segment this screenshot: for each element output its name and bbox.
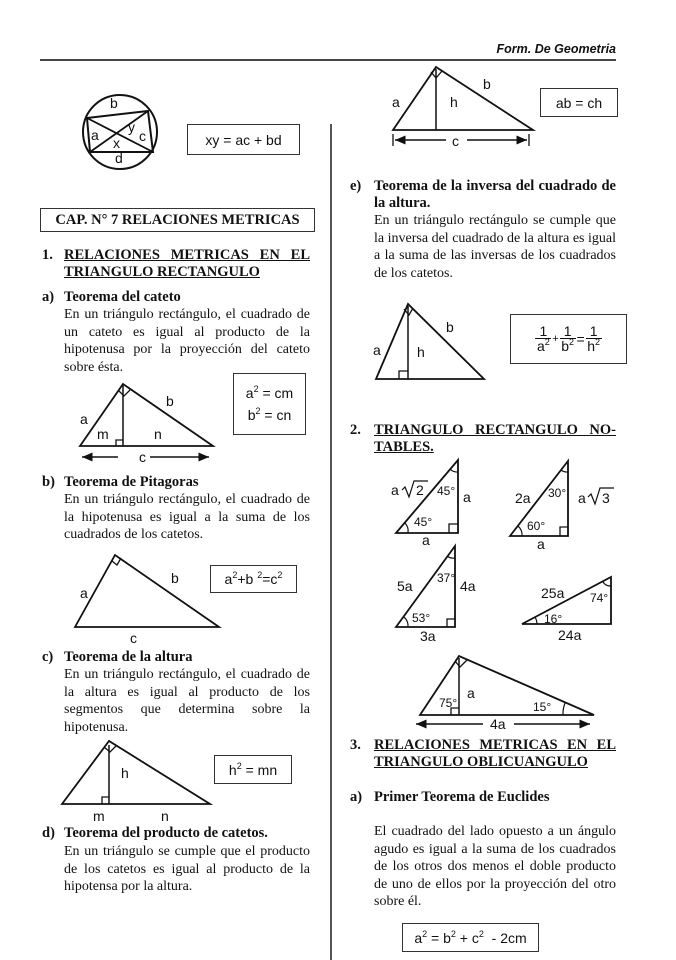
producto-label-h: h xyxy=(450,94,458,110)
section2-title-line1: TRIANGULO RECTANGULO NO- xyxy=(374,422,616,438)
altura-label-h: h xyxy=(121,765,129,781)
notable3-base: 3a xyxy=(420,628,436,644)
notable3-bottom-angle: 53° xyxy=(412,611,431,625)
theorem-b-letter: b) xyxy=(42,474,55,490)
euclides-formula-box xyxy=(402,923,539,952)
section3-theorem-a-title: Primer Teorema de Euclides xyxy=(374,789,550,805)
notable-triangle-16-74 xyxy=(522,577,611,643)
ptolemy-formula-box xyxy=(187,124,300,155)
theorem-b-title: Teorema de Pitagoras xyxy=(64,474,199,490)
section2-title-line2: TABLES. xyxy=(374,439,434,455)
ptolemy-label-a: a xyxy=(91,127,99,143)
cateto-diagram xyxy=(80,384,213,465)
notable4-base: 24a xyxy=(558,627,582,643)
section3-title-line1: RELACIONES METRICAS EN EL xyxy=(374,737,616,753)
notable1-vert: a xyxy=(463,489,471,505)
notable-triangle-37-53 xyxy=(396,546,476,644)
notable2-bottom-angle: 60° xyxy=(527,519,546,533)
theorem-e-text: En un triángulo rectángulo se cumple que la inversa del cuadrado de la altura es igual a la suma de las inversas de los cuadrados de los catetos. xyxy=(374,213,616,281)
theorem-d-text: En un triángulo se cumple que el producto de los catetos es igual al producto de la hipotensa por la altura. xyxy=(64,844,310,894)
pitagoras-formula: $a^2+b$ $^2=c^2$ xyxy=(224,570,283,587)
producto-triangle xyxy=(393,67,533,130)
cateto-label-n: n xyxy=(154,426,162,442)
section1-title-line2: TRIANGULO RECTANGULO xyxy=(64,264,260,280)
ptolemy-label-d: d xyxy=(115,150,123,166)
section3-title-line2: TRIANGULO OBLICUANGULO xyxy=(374,754,588,770)
notable1-top-angle: 45° xyxy=(437,484,456,498)
cateto-formula-1: $a^2$ = cm xyxy=(245,384,294,401)
producto-label-c: c xyxy=(452,133,459,149)
cateto-formula-2: $b^2$ = cn xyxy=(247,406,292,423)
inversa-label-h: h xyxy=(417,344,425,360)
producto-catetos-diagram xyxy=(392,67,533,149)
altura-label-m: m xyxy=(93,808,105,824)
notable4-bottom-angle: 16° xyxy=(544,612,563,626)
theorem-a-letter: a) xyxy=(42,289,55,305)
notable5-base: 4a xyxy=(490,716,506,732)
inversa-diagram xyxy=(373,304,484,379)
notable1-bottom-angle: 45° xyxy=(414,515,433,529)
notable-triangle-30-60 xyxy=(510,461,614,552)
notable1-hyp: a xyxy=(391,482,399,498)
altura-formula-box xyxy=(214,755,292,784)
chapter-title: CAP. N° 7 RELACIONES METRICAS xyxy=(55,211,300,228)
chapter-title-box xyxy=(40,208,315,232)
notable1-base: a xyxy=(422,532,430,548)
theorem-c-title: Teorema de la altura xyxy=(64,649,193,665)
cateto-label-c: c xyxy=(139,449,146,465)
pitagoras-triangle xyxy=(75,555,219,627)
notable1-hyp-root: 2 xyxy=(416,482,424,498)
notable2-base: a xyxy=(537,536,545,552)
notable2-top-angle: 30° xyxy=(548,486,567,500)
inversa-frac-b: $\frac{1}{b^2}$ xyxy=(561,323,575,354)
ptolemy-formula: xy = ac + bd xyxy=(205,131,282,148)
inversa-frac-a: $\frac{1}{a^2}$ xyxy=(536,323,550,354)
notable2-vert-root: 3 xyxy=(602,490,610,506)
theorem-c-text: En un triángulo rectángulo, el cuadrado de la altura es igual al producto de los segmentos que determina sobre la hipotenusa. xyxy=(64,667,310,735)
theorem-b-text: En un triángulo rectángulo, el cuadrado de la hipotenusa es igual a la suma de los cuadrados de los catetos. xyxy=(64,492,310,542)
ptolemy-diagram xyxy=(83,95,157,169)
pitagoras-label-a: a xyxy=(80,585,88,601)
producto-formula: ab = ch xyxy=(555,94,603,111)
cateto-label-b: b xyxy=(166,393,174,409)
notable5-right-angle: 15° xyxy=(533,700,552,714)
altura-diagram xyxy=(62,741,210,824)
theorem-d-title: Teorema del producto de catetos. xyxy=(64,825,268,841)
producto-formula-box xyxy=(540,88,618,117)
altura-formula: $h^2$ = mn xyxy=(228,760,278,778)
section1-title-line1: RELACIONES METRICAS EN EL xyxy=(64,247,310,263)
ptolemy-label-b: b xyxy=(110,95,118,111)
notable-triangle-15-75 xyxy=(416,656,594,732)
notable5-left-angle: 75° xyxy=(439,696,458,710)
notable3-top-angle: 37° xyxy=(437,571,456,585)
section3-theorem-a-letter: a) xyxy=(350,789,363,805)
theorem-a-title: Teorema del cateto xyxy=(64,289,181,305)
section2-number: 2. xyxy=(350,422,361,438)
section1-number: 1. xyxy=(42,247,53,263)
pitagoras-diagram xyxy=(75,555,219,646)
producto-label-a: a xyxy=(392,94,400,110)
inversa-label-a: a xyxy=(373,342,381,358)
altura-triangle xyxy=(62,741,210,804)
inversa-plus: + xyxy=(552,333,559,345)
euclides-formula: $a^2 = b^2 + c^2 - 2cm$ xyxy=(414,928,527,946)
theorem-e-letter: e) xyxy=(350,178,362,194)
inversa-label-b: b xyxy=(446,319,454,335)
altura-label-n: n xyxy=(161,808,169,824)
theorem-d-letter: d) xyxy=(42,825,55,841)
section3-number: 3. xyxy=(350,737,361,753)
theorem-c-letter: c) xyxy=(42,649,54,665)
cateto-formula-box xyxy=(233,373,306,435)
pitagoras-label-b: b xyxy=(171,570,179,586)
ptolemy-label-x: x xyxy=(113,135,120,151)
inversa-equals: = xyxy=(576,331,585,347)
notable5-height: a xyxy=(467,685,475,701)
inversa-formula-box xyxy=(510,314,627,364)
cateto-label-m: m xyxy=(97,426,109,442)
notable4-top-angle: 74° xyxy=(590,591,609,605)
header-title: Form. De Geometria xyxy=(496,42,616,56)
inversa-frac-h: $\frac{1}{h^2}$ xyxy=(587,323,600,354)
notable2-vert: a xyxy=(578,490,586,506)
notable3-hyp: 5a xyxy=(397,578,413,594)
notable4-hyp: 25a xyxy=(541,585,565,601)
ptolemy-label-y: y xyxy=(128,119,135,135)
theorem-a-text: En un triángulo rectángulo, el cuadrado de un cateto es igual al producto de la hipotenusa por la proyección del cateto sobre ésta. xyxy=(64,307,310,375)
ptolemy-label-c: c xyxy=(139,128,146,144)
pitagoras-formula-box xyxy=(210,565,297,593)
theorem-e-title: Teorema de la inversa del cuadrado de la altura. xyxy=(374,178,616,211)
notable2-hyp: 2a xyxy=(515,490,531,506)
notable3-vert: 4a xyxy=(460,578,476,594)
cateto-label-a: a xyxy=(80,411,88,427)
producto-label-b: b xyxy=(483,76,491,92)
inversa-triangle xyxy=(376,304,484,379)
notable-triangle-45 xyxy=(391,460,471,548)
pitagoras-label-c: c xyxy=(130,630,137,646)
section3-theorem-a-text: El cuadrado del lado opuesto a un ángulo agudo es igual a la suma de los cuadrados de los otros dos menos el doble producto de uno de ellos por la proyección del otro sobre él. xyxy=(374,824,616,909)
